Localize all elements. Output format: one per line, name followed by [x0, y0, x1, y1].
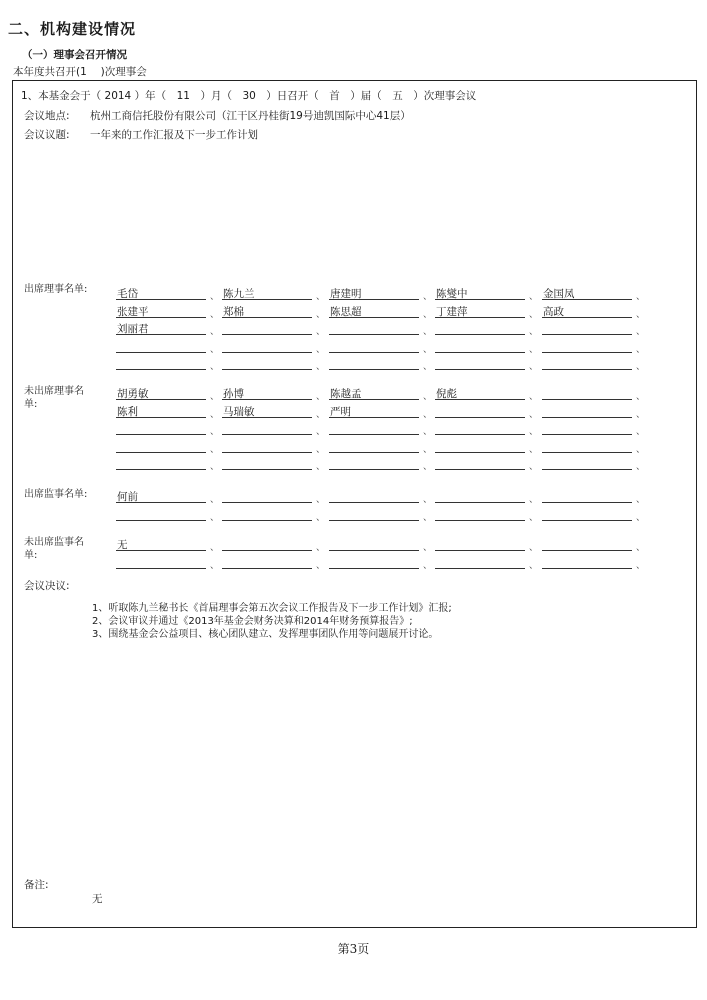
name-underline	[435, 502, 525, 503]
name-underline	[542, 417, 632, 418]
resolution-label: 会议决议:	[24, 580, 70, 592]
name-underline	[542, 568, 632, 569]
page-number: 第3页	[337, 942, 370, 956]
name-underline	[542, 502, 632, 503]
name-underline	[222, 352, 312, 353]
name-underline	[329, 434, 419, 435]
separator-mark: 、	[316, 444, 326, 455]
separator-mark: 、	[636, 560, 646, 571]
separator-mark: 、	[529, 543, 539, 553]
separator-mark: 、	[210, 344, 220, 355]
separator-mark: 、	[636, 427, 646, 437]
name-underline	[542, 550, 632, 551]
name-underline	[116, 469, 206, 470]
separator-mark: 、	[636, 512, 646, 523]
separator-mark: 、	[529, 362, 539, 372]
separator-mark: 、	[529, 327, 539, 337]
name-entry: 金国凤	[543, 288, 575, 300]
separator-mark: 、	[529, 462, 539, 472]
separator-mark: 、	[316, 427, 326, 437]
name-underline	[435, 334, 525, 335]
separator-mark: 、	[316, 392, 326, 402]
separator-mark: 、	[529, 409, 539, 420]
separator-mark: 、	[636, 444, 646, 455]
separator-mark: 、	[636, 292, 646, 302]
separator-mark: 、	[423, 495, 433, 505]
resolution-item: 3、围绕基金会公益项目、核心团队建立、发挥理事团队作用等问题展开讨论。	[92, 629, 439, 640]
separator-mark: 、	[210, 427, 220, 437]
name-underline	[222, 469, 312, 470]
separator-mark: 、	[423, 344, 433, 355]
separator-mark: 、	[316, 409, 326, 420]
name-underline	[435, 434, 525, 435]
name-underline	[542, 469, 632, 470]
separator-mark: 、	[636, 327, 646, 337]
separator-mark: 、	[636, 495, 646, 505]
meeting-record-frame	[12, 80, 697, 928]
name-underline	[329, 334, 419, 335]
separator-mark: 、	[210, 409, 220, 420]
separator-mark: 、	[210, 292, 220, 302]
name-entry: 刘丽君	[117, 323, 149, 335]
name-underline	[222, 520, 312, 521]
separator-mark: 、	[423, 362, 433, 372]
name-entry: 陈利	[117, 405, 138, 418]
separator-mark: 、	[423, 327, 433, 337]
name-underline	[222, 550, 312, 551]
separator-mark: 、	[636, 344, 646, 355]
separator-mark: 、	[210, 327, 220, 337]
name-underline	[116, 352, 206, 353]
group-label: 未出席监事名单:	[24, 537, 84, 561]
name-underline	[329, 568, 419, 569]
subsection-title: （一）理事会召开情况	[22, 49, 127, 61]
separator-mark: 、	[423, 462, 433, 472]
name-entry: 郑棉	[223, 305, 244, 318]
name-underline	[222, 452, 312, 453]
separator-mark: 、	[529, 495, 539, 505]
separator-mark: 、	[636, 462, 646, 472]
separator-mark: 、	[636, 543, 646, 553]
separator-mark: 、	[316, 495, 326, 505]
separator-mark: 、	[210, 362, 220, 372]
separator-mark: 、	[529, 309, 539, 320]
remark-label: 备注:	[24, 879, 49, 891]
name-underline	[435, 520, 525, 521]
name-underline	[116, 550, 206, 551]
name-entry: 孙博	[223, 388, 244, 400]
separator-mark: 、	[210, 512, 220, 523]
group-label: 未出席理事名单:	[24, 386, 84, 410]
name-underline	[435, 550, 525, 551]
group-label: 出席监事名单:	[24, 489, 88, 500]
separator-mark: 、	[316, 462, 326, 472]
separator-mark: 、	[210, 309, 220, 320]
separator-mark: 、	[316, 543, 326, 553]
name-underline	[435, 369, 525, 370]
name-underline	[329, 550, 419, 551]
separator-mark: 、	[316, 560, 326, 571]
separator-mark: 、	[210, 560, 220, 571]
separator-mark: 、	[423, 512, 433, 523]
name-underline	[222, 568, 312, 569]
separator-mark: 、	[529, 427, 539, 437]
name-underline	[222, 434, 312, 435]
name-entry: 无	[117, 539, 128, 551]
separator-mark: 、	[423, 543, 433, 553]
separator-mark: 、	[529, 560, 539, 571]
name-underline	[435, 469, 525, 470]
group-label: 出席理事名单:	[24, 284, 88, 295]
separator-mark: 、	[636, 409, 646, 420]
name-underline	[435, 568, 525, 569]
name-underline	[329, 452, 419, 453]
name-underline	[542, 352, 632, 353]
separator-mark: 、	[636, 309, 646, 320]
name-underline	[116, 452, 206, 453]
location-label: 会议地点:	[24, 110, 70, 122]
separator-mark: 、	[423, 427, 433, 437]
name-underline	[435, 417, 525, 418]
separator-mark: 、	[316, 512, 326, 523]
separator-mark: 、	[423, 392, 433, 402]
separator-mark: 、	[423, 309, 433, 320]
name-entry: 陈越孟	[330, 388, 362, 400]
name-entry: 严明	[330, 405, 351, 418]
name-entry: 何前	[117, 491, 138, 503]
name-underline	[329, 520, 419, 521]
name-underline	[542, 369, 632, 370]
separator-mark: 、	[423, 409, 433, 420]
section-title: 二、机构建设情况	[8, 20, 137, 38]
name-underline	[542, 399, 632, 400]
name-underline	[116, 520, 206, 521]
name-entry: 陈九兰	[223, 288, 255, 300]
name-underline	[435, 452, 525, 453]
name-entry: 陈思超	[330, 305, 362, 318]
name-entry: 陈燮中	[436, 288, 468, 300]
topic-label: 会议议题:	[24, 129, 70, 141]
separator-mark: 、	[529, 344, 539, 355]
remark-value: 无	[92, 893, 103, 905]
name-underline	[329, 352, 419, 353]
name-underline	[222, 334, 312, 335]
separator-mark: 、	[636, 392, 646, 402]
separator-mark: 、	[529, 444, 539, 455]
name-entry: 马瑞敏	[223, 405, 255, 418]
name-underline	[435, 352, 525, 353]
separator-mark: 、	[210, 392, 220, 402]
separator-mark: 、	[210, 543, 220, 553]
separator-mark: 、	[316, 362, 326, 372]
meeting-count: 本年度共召开(1 )次理事会	[13, 66, 147, 78]
name-entry: 唐建明	[330, 288, 362, 300]
name-underline	[542, 452, 632, 453]
name-underline	[542, 434, 632, 435]
separator-mark: 、	[316, 292, 326, 302]
topic-value: 一年来的工作汇报及下一步工作计划	[90, 129, 258, 141]
resolution-item: 1、听取陈九兰秘书长《首届理事会第五次会议工作报告及下一步工作计划》汇报;	[92, 603, 452, 614]
separator-mark: 、	[529, 392, 539, 402]
separator-mark: 、	[210, 495, 220, 505]
name-entry: 倪彪	[436, 388, 457, 400]
separator-mark: 、	[316, 327, 326, 337]
name-underline	[329, 469, 419, 470]
name-underline	[116, 434, 206, 435]
name-underline	[542, 334, 632, 335]
name-underline	[329, 369, 419, 370]
separator-mark: 、	[529, 512, 539, 523]
name-underline	[222, 502, 312, 503]
name-underline	[222, 369, 312, 370]
name-entry: 胡勇敏	[117, 388, 149, 400]
name-entry: 毛岱	[117, 288, 138, 300]
name-underline	[116, 568, 206, 569]
separator-mark: 、	[423, 444, 433, 455]
meeting-date-line: 1、本基金会于（ 2014 ）年（ 11 ）月（ 30 ）日召开（ 首 ）届（ 五 ）次理事会议	[21, 90, 477, 102]
name-underline	[116, 369, 206, 370]
separator-mark: 、	[316, 309, 326, 320]
name-underline	[542, 520, 632, 521]
resolution-item: 2、会议审议并通过《2013年基金会财务决算和2014年财务预算报告》;	[92, 616, 413, 627]
separator-mark: 、	[423, 292, 433, 302]
name-underline	[329, 502, 419, 503]
name-entry: 丁建萍	[436, 305, 468, 318]
name-entry: 高政	[543, 305, 564, 318]
separator-mark: 、	[210, 444, 220, 455]
separator-mark: 、	[210, 462, 220, 472]
name-entry: 张建平	[117, 305, 149, 318]
separator-mark: 、	[316, 344, 326, 355]
separator-mark: 、	[423, 560, 433, 571]
location-value: 杭州工商信托股份有限公司（江干区丹桂街19号迪凯国际中心41层）	[90, 110, 411, 122]
separator-mark: 、	[529, 292, 539, 302]
separator-mark: 、	[636, 362, 646, 372]
